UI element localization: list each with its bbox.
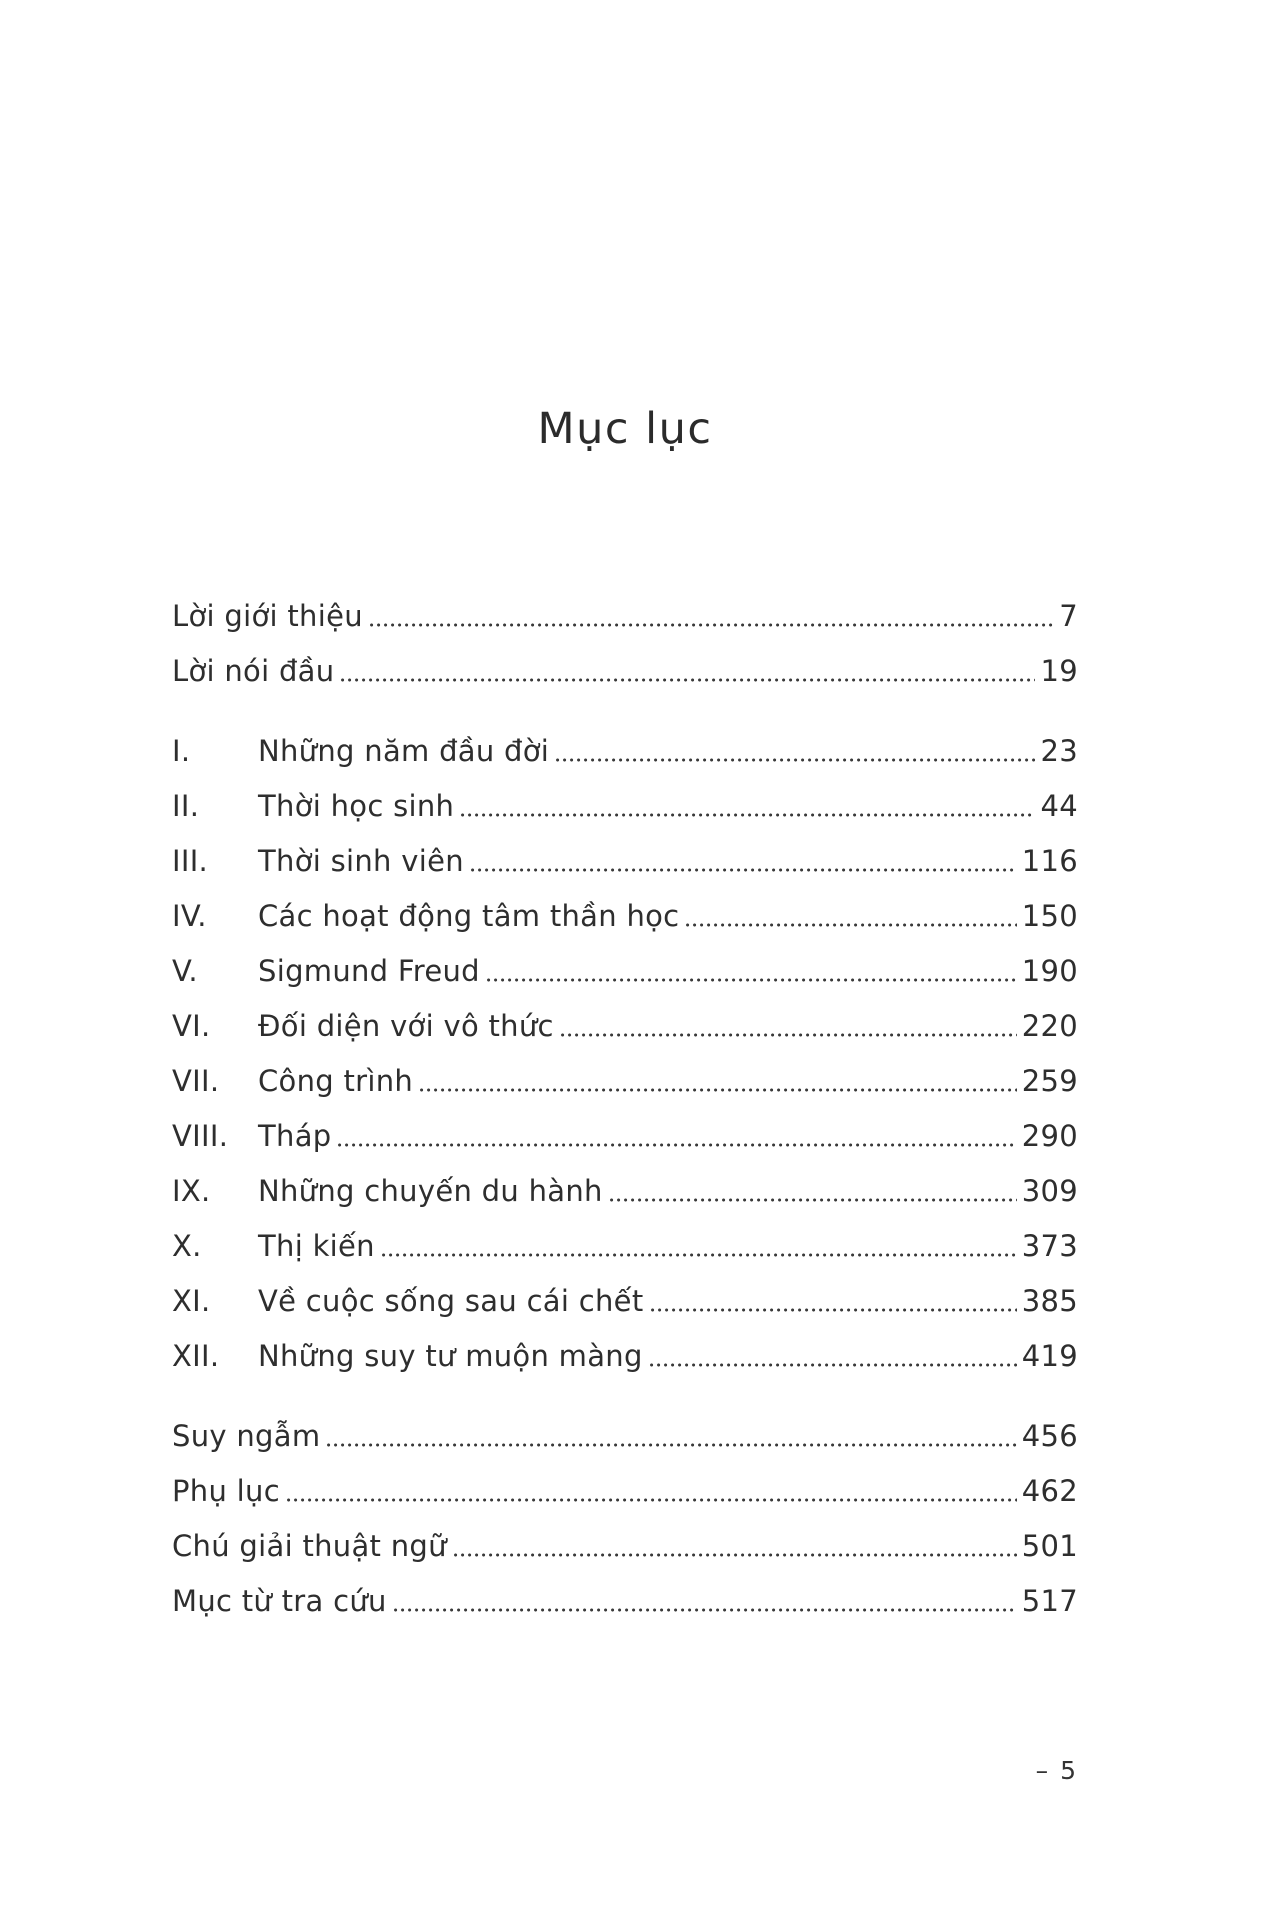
entry-label: Những suy tư muộn màng bbox=[258, 1338, 643, 1373]
toc-row-chapter bbox=[172, 998, 1078, 1053]
toc-row-back-matter bbox=[172, 1463, 1078, 1518]
dot-leader bbox=[327, 1443, 1016, 1447]
dot-leader bbox=[454, 1553, 1017, 1557]
toc-row-chapter bbox=[172, 1163, 1078, 1218]
entry-label: Về cuộc sống sau cái chết bbox=[258, 1283, 644, 1318]
chapter-numeral: VI. bbox=[172, 1008, 211, 1043]
entry-page-number: 373 bbox=[1021, 1228, 1078, 1263]
entry-page-number: 309 bbox=[1021, 1173, 1078, 1208]
toc-row-chapter bbox=[172, 943, 1078, 998]
entry-page-number: 220 bbox=[1021, 1008, 1078, 1043]
dot-leader bbox=[287, 1498, 1017, 1502]
table-of-contents bbox=[172, 588, 1078, 1628]
chapter-numeral: I. bbox=[172, 733, 191, 768]
dot-leader bbox=[471, 868, 1017, 872]
entry-page-number: 23 bbox=[1040, 733, 1078, 768]
chapter-numeral: V. bbox=[172, 953, 198, 988]
entry-page-number: 290 bbox=[1021, 1118, 1078, 1153]
dot-leader bbox=[487, 978, 1017, 982]
dot-leader bbox=[686, 923, 1016, 927]
toc-row-back-matter bbox=[172, 1518, 1078, 1573]
entry-label: Lời giới thiệu bbox=[172, 598, 363, 633]
entry-label: Suy ngẫm bbox=[172, 1418, 321, 1453]
dot-leader bbox=[370, 623, 1054, 627]
entry-label: Thời học sinh bbox=[258, 788, 455, 823]
dot-leader bbox=[561, 1033, 1017, 1037]
dot-leader bbox=[382, 1253, 1017, 1257]
toc-row-chapter bbox=[172, 1328, 1078, 1383]
entry-label: Mục từ tra cứu bbox=[172, 1583, 387, 1618]
toc-row-front-matter bbox=[172, 643, 1078, 698]
chapter-numeral: IV. bbox=[172, 898, 207, 933]
toc-row-back-matter bbox=[172, 1408, 1078, 1463]
entry-label: Các hoạt động tâm thần học bbox=[258, 898, 680, 933]
toc-row-back-matter bbox=[172, 1573, 1078, 1628]
chapter-numeral: XII. bbox=[172, 1338, 220, 1373]
entry-page-number: 385 bbox=[1021, 1283, 1078, 1318]
dot-leader bbox=[338, 1143, 1016, 1147]
page-footer: – 5 bbox=[1035, 1756, 1078, 1785]
entry-label: Những chuyến du hành bbox=[258, 1173, 603, 1208]
entry-label: Những năm đầu đời bbox=[258, 733, 550, 768]
chapter-numeral: VIII. bbox=[172, 1118, 229, 1153]
entry-page-number: 150 bbox=[1021, 898, 1078, 933]
entry-page-number: 19 bbox=[1040, 653, 1078, 688]
chapter-numeral: XI. bbox=[172, 1283, 211, 1318]
toc-row-front-matter bbox=[172, 588, 1078, 643]
entry-page-number: 456 bbox=[1021, 1418, 1078, 1453]
chapter-numeral: X. bbox=[172, 1228, 202, 1263]
entry-page-number: 419 bbox=[1021, 1338, 1078, 1373]
dot-leader bbox=[420, 1088, 1017, 1092]
entry-label: Chú giải thuật ngữ bbox=[172, 1528, 447, 1563]
dot-leader bbox=[610, 1198, 1017, 1202]
toc-row-chapter bbox=[172, 1273, 1078, 1328]
toc-row-chapter bbox=[172, 1108, 1078, 1163]
entry-label: Phụ lục bbox=[172, 1473, 280, 1508]
entry-label: Tháp bbox=[258, 1118, 332, 1153]
entry-label: Đối diện với vô thức bbox=[258, 1008, 554, 1043]
entry-label: Công trình bbox=[258, 1063, 414, 1098]
entry-page-number: 501 bbox=[1021, 1528, 1078, 1563]
dot-leader bbox=[461, 813, 1035, 817]
entry-label: Thị kiến bbox=[258, 1228, 375, 1263]
entry-label: Thời sinh viên bbox=[258, 843, 464, 878]
dot-leader bbox=[341, 678, 1035, 682]
dot-leader bbox=[556, 758, 1035, 762]
toc-row-chapter bbox=[172, 1218, 1078, 1273]
entry-page-number: 259 bbox=[1021, 1063, 1078, 1098]
dot-leader bbox=[650, 1363, 1017, 1367]
entry-page-number: 517 bbox=[1021, 1583, 1078, 1618]
entry-page-number: 44 bbox=[1040, 788, 1078, 823]
dot-leader bbox=[651, 1308, 1017, 1312]
toc-row-chapter bbox=[172, 833, 1078, 888]
entry-page-number: 7 bbox=[1059, 598, 1078, 633]
entry-page-number: 190 bbox=[1021, 953, 1078, 988]
chapter-numeral: IX. bbox=[172, 1173, 211, 1208]
section-gap bbox=[172, 1383, 1078, 1408]
toc-row-chapter bbox=[172, 888, 1078, 943]
section-gap bbox=[172, 698, 1078, 723]
dot-leader bbox=[394, 1608, 1017, 1612]
toc-row-chapter bbox=[172, 1053, 1078, 1108]
chapter-numeral: III. bbox=[172, 843, 209, 878]
chapter-numeral: VII. bbox=[172, 1063, 220, 1098]
toc-row-chapter bbox=[172, 723, 1078, 778]
entry-page-number: 462 bbox=[1021, 1473, 1078, 1508]
page-title: Mục lục bbox=[537, 404, 713, 454]
entry-page-number: 116 bbox=[1021, 843, 1078, 878]
chapter-numeral: II. bbox=[172, 788, 200, 823]
toc-row-chapter bbox=[172, 778, 1078, 833]
entry-label: Sigmund Freud bbox=[258, 953, 480, 988]
entry-label: Lời nói đầu bbox=[172, 653, 335, 688]
